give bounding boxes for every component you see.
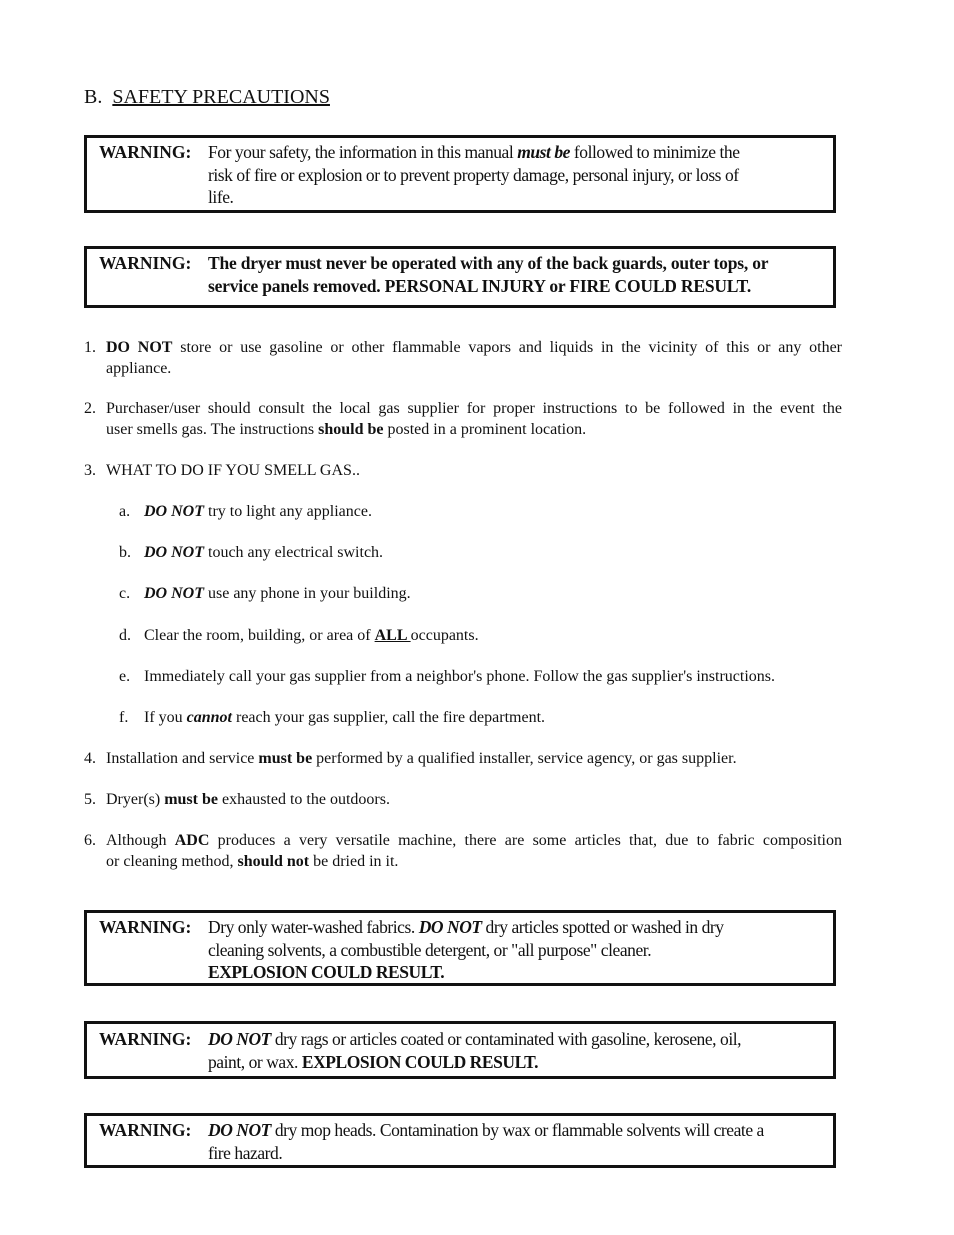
warning-line: life.	[208, 187, 234, 207]
warning-box-mop-heads	[84, 1113, 836, 1168]
warning-line: service panels removed. PERSONAL INJURY or FIRE COULD RESULT.	[208, 275, 751, 296]
list-text: Although ADC produces a very versatile machine, there are some articles that, due to fabric composition or cleaning method, should not be dried in it.	[106, 832, 842, 870]
section-heading	[84, 86, 330, 109]
warning-label: WARNING:	[99, 917, 192, 937]
list-text: WHAT TO DO IF YOU SMELL GAS..	[106, 462, 360, 479]
list-item-1	[0, 337, 954, 379]
list-item-3	[0, 460, 954, 481]
warning-box-guards	[84, 246, 836, 308]
warning-label: WARNING:	[99, 253, 192, 273]
list-number: 5.	[84, 791, 96, 808]
list-item-2	[0, 398, 954, 440]
warning-line: EXPLOSION COULD RESULT.	[208, 962, 445, 982]
list-text: Purchaser/user should consult the local gas supplier for proper instructions to be followed in the event the user smells gas. The instructions should be posted in a prominent location.	[106, 400, 842, 438]
warning-box-safety-info	[84, 135, 836, 213]
section-title: SAFETY PRECAUTIONS	[112, 86, 330, 108]
warning-line: DO NOT dry rags or articles coated or contaminated with gasoline, kerosene, oil,	[208, 1029, 742, 1049]
warning-box-dry-only	[84, 910, 836, 986]
list-item-6	[0, 830, 954, 872]
warning-line: fire hazard.	[208, 1142, 283, 1163]
list-number: 3.	[84, 462, 96, 479]
list-text: Dryer(s) must be exhausted to the outdoors.	[106, 791, 390, 808]
list-item-5	[0, 789, 954, 810]
warning-label: WARNING:	[99, 1120, 192, 1140]
section-letter: B.	[84, 86, 103, 108]
warning-line: For your safety, the information in this manual must be followed to minimize the	[208, 142, 740, 162]
list-item-4	[0, 748, 954, 769]
warning-box-rags	[84, 1021, 836, 1079]
list-number: 6.	[84, 832, 96, 849]
warning-text	[208, 1119, 809, 1164]
warning-text	[208, 141, 793, 209]
list-number: 2.	[84, 400, 96, 417]
list-number: 1.	[84, 339, 96, 356]
warning-line: DO NOT dry mop heads. Contamination by wax or flammable solvents will create a	[208, 1120, 764, 1140]
warning-line: cleaning solvents, a combustible detergent, or "all purpose" cleaner.	[208, 939, 652, 960]
warning-label: WARNING:	[99, 142, 192, 162]
warning-text	[208, 252, 793, 297]
warning-text	[208, 1028, 793, 1073]
warning-line: paint, or wax. EXPLOSION COULD RESULT.	[208, 1051, 539, 1072]
list-number: 4.	[84, 750, 96, 767]
list-text: Installation and service must be performed by a qualified installer, service agency, or gas supplier.	[106, 750, 737, 767]
warning-label: WARNING:	[99, 1029, 192, 1049]
list-text: DO NOT store or use gasoline or other flammable vapors and liquids in the vicinity of this or any other appliance.	[106, 339, 843, 377]
warning-line: The dryer must never be operated with any of the back guards, outer tops, or	[208, 253, 769, 273]
warning-text	[208, 916, 793, 984]
warning-line: risk of fire or explosion or to prevent property damage, personal injury, or loss of	[208, 164, 739, 185]
warning-line: Dry only water-washed fabrics. DO NOT dry articles spotted or washed in dry	[208, 917, 724, 937]
